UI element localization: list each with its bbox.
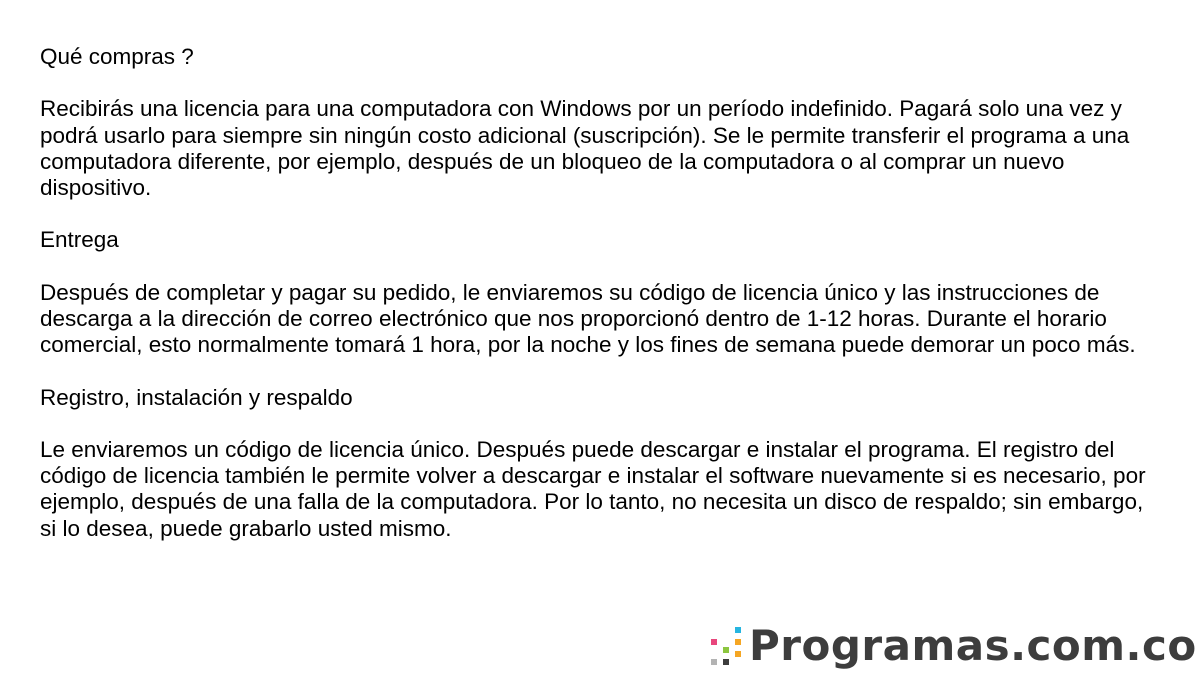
section-body-registro: Le enviaremos un código de licencia único. Después puede descargar e instalar el programa. El registro del código de licencia también le permite volver a descargar e instalar el software nuevamente si es necesario, por ejemplo, después de una falla de la computadora. Por lo tanto, no necesita un disco de respaldo; sin embargo, si lo desea, puede grabarlo usted mismo. (40, 436, 1146, 541)
logo-pixel (735, 627, 741, 633)
logo-pixel (723, 647, 729, 653)
logo-pixel (711, 659, 717, 665)
logo-pixel (723, 659, 729, 665)
logo-pixel (711, 639, 717, 645)
document-body (40, 44, 1165, 568)
logo-pixel (735, 651, 741, 657)
section-heading-registro: Registro, instalación y respaldo (40, 384, 353, 410)
logo-wordmark: Programas.com.co (749, 621, 1197, 670)
section-heading-entrega: Entrega (40, 227, 119, 253)
logo-pixel (735, 639, 741, 645)
logo-mark-icon (711, 625, 743, 667)
section-body-entrega: Después de completar y pagar su pedido, le enviaremos su código de licencia único y las instrucciones de descarga a la dirección de correo electrónico que nos proporcionó dentro de 1-12 horas. Durante el horario comercial, esto normalmente tomará 1 hora, por la noche y los fines de semana puede demorar un poco más. (40, 279, 1136, 358)
section-heading-que-compras: Qué compras ? (40, 44, 194, 69)
section-body-que-compras: Recibirás una licencia para una computadora con Windows por un período indefinido. Pagará solo una vez y podrá usarlo para siempre sin ningún costo adicional (suscripción). Se le permite transferir el programa a una computadora diferente, por ejemplo, después de un bloqueo de la computadora o al comprar un nuevo dispositivo. (40, 96, 1130, 200)
brand-logo (711, 618, 1197, 674)
